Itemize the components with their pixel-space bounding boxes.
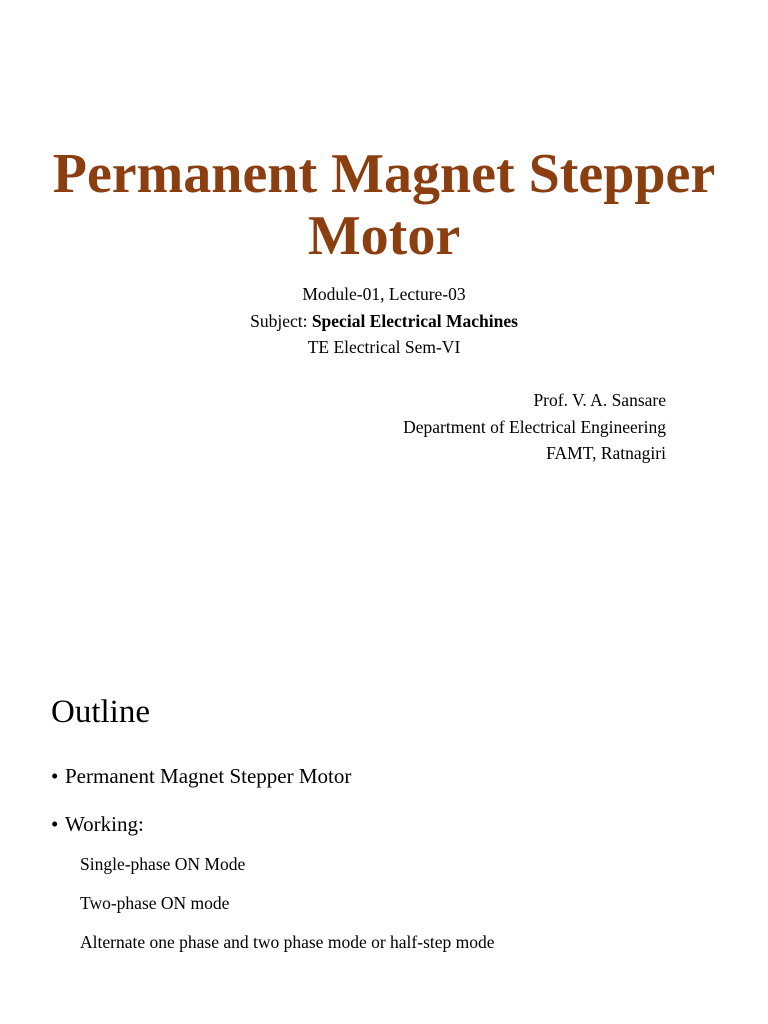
outline-bullet xyxy=(51,810,351,838)
subject-line xyxy=(0,308,768,335)
working-modes-list xyxy=(80,852,495,969)
department-name: Department of Electrical Engineering xyxy=(403,416,666,437)
author-block xyxy=(403,387,666,467)
lecture-info xyxy=(0,281,768,361)
outline-bullet xyxy=(51,762,351,790)
outline-bullet-list xyxy=(51,762,351,858)
outline-heading: Outline xyxy=(51,694,150,730)
working-mode-item: Two-phase ON mode xyxy=(80,893,230,913)
slide-title xyxy=(0,143,768,267)
subject-name: Special Electrical Machines xyxy=(311,310,518,331)
slide-title-line-2: Motor xyxy=(307,205,461,267)
working-mode-item: Alternate one phase and two phase mode or half-step mode xyxy=(80,932,495,952)
outline-bullet-text: Permanent Magnet Stepper Motor xyxy=(65,764,352,788)
subject-prefix: Subject: xyxy=(250,310,312,331)
author-name: Prof. V. A. Sansare xyxy=(533,390,666,410)
bullet-dot-icon: • xyxy=(51,764,59,788)
slide-title-line-1: Permanent Magnet Stepper xyxy=(52,143,716,205)
outline-bullet-text: Working: xyxy=(65,812,144,836)
working-mode-item: Single-phase ON Mode xyxy=(80,854,246,874)
bullet-dot-icon: • xyxy=(51,812,59,836)
class-line: TE Electrical Sem-VI xyxy=(307,337,461,357)
module-line: Module-01, Lecture-03 xyxy=(302,284,466,304)
institute-name: FAMT, Ratnagiri xyxy=(546,443,666,463)
